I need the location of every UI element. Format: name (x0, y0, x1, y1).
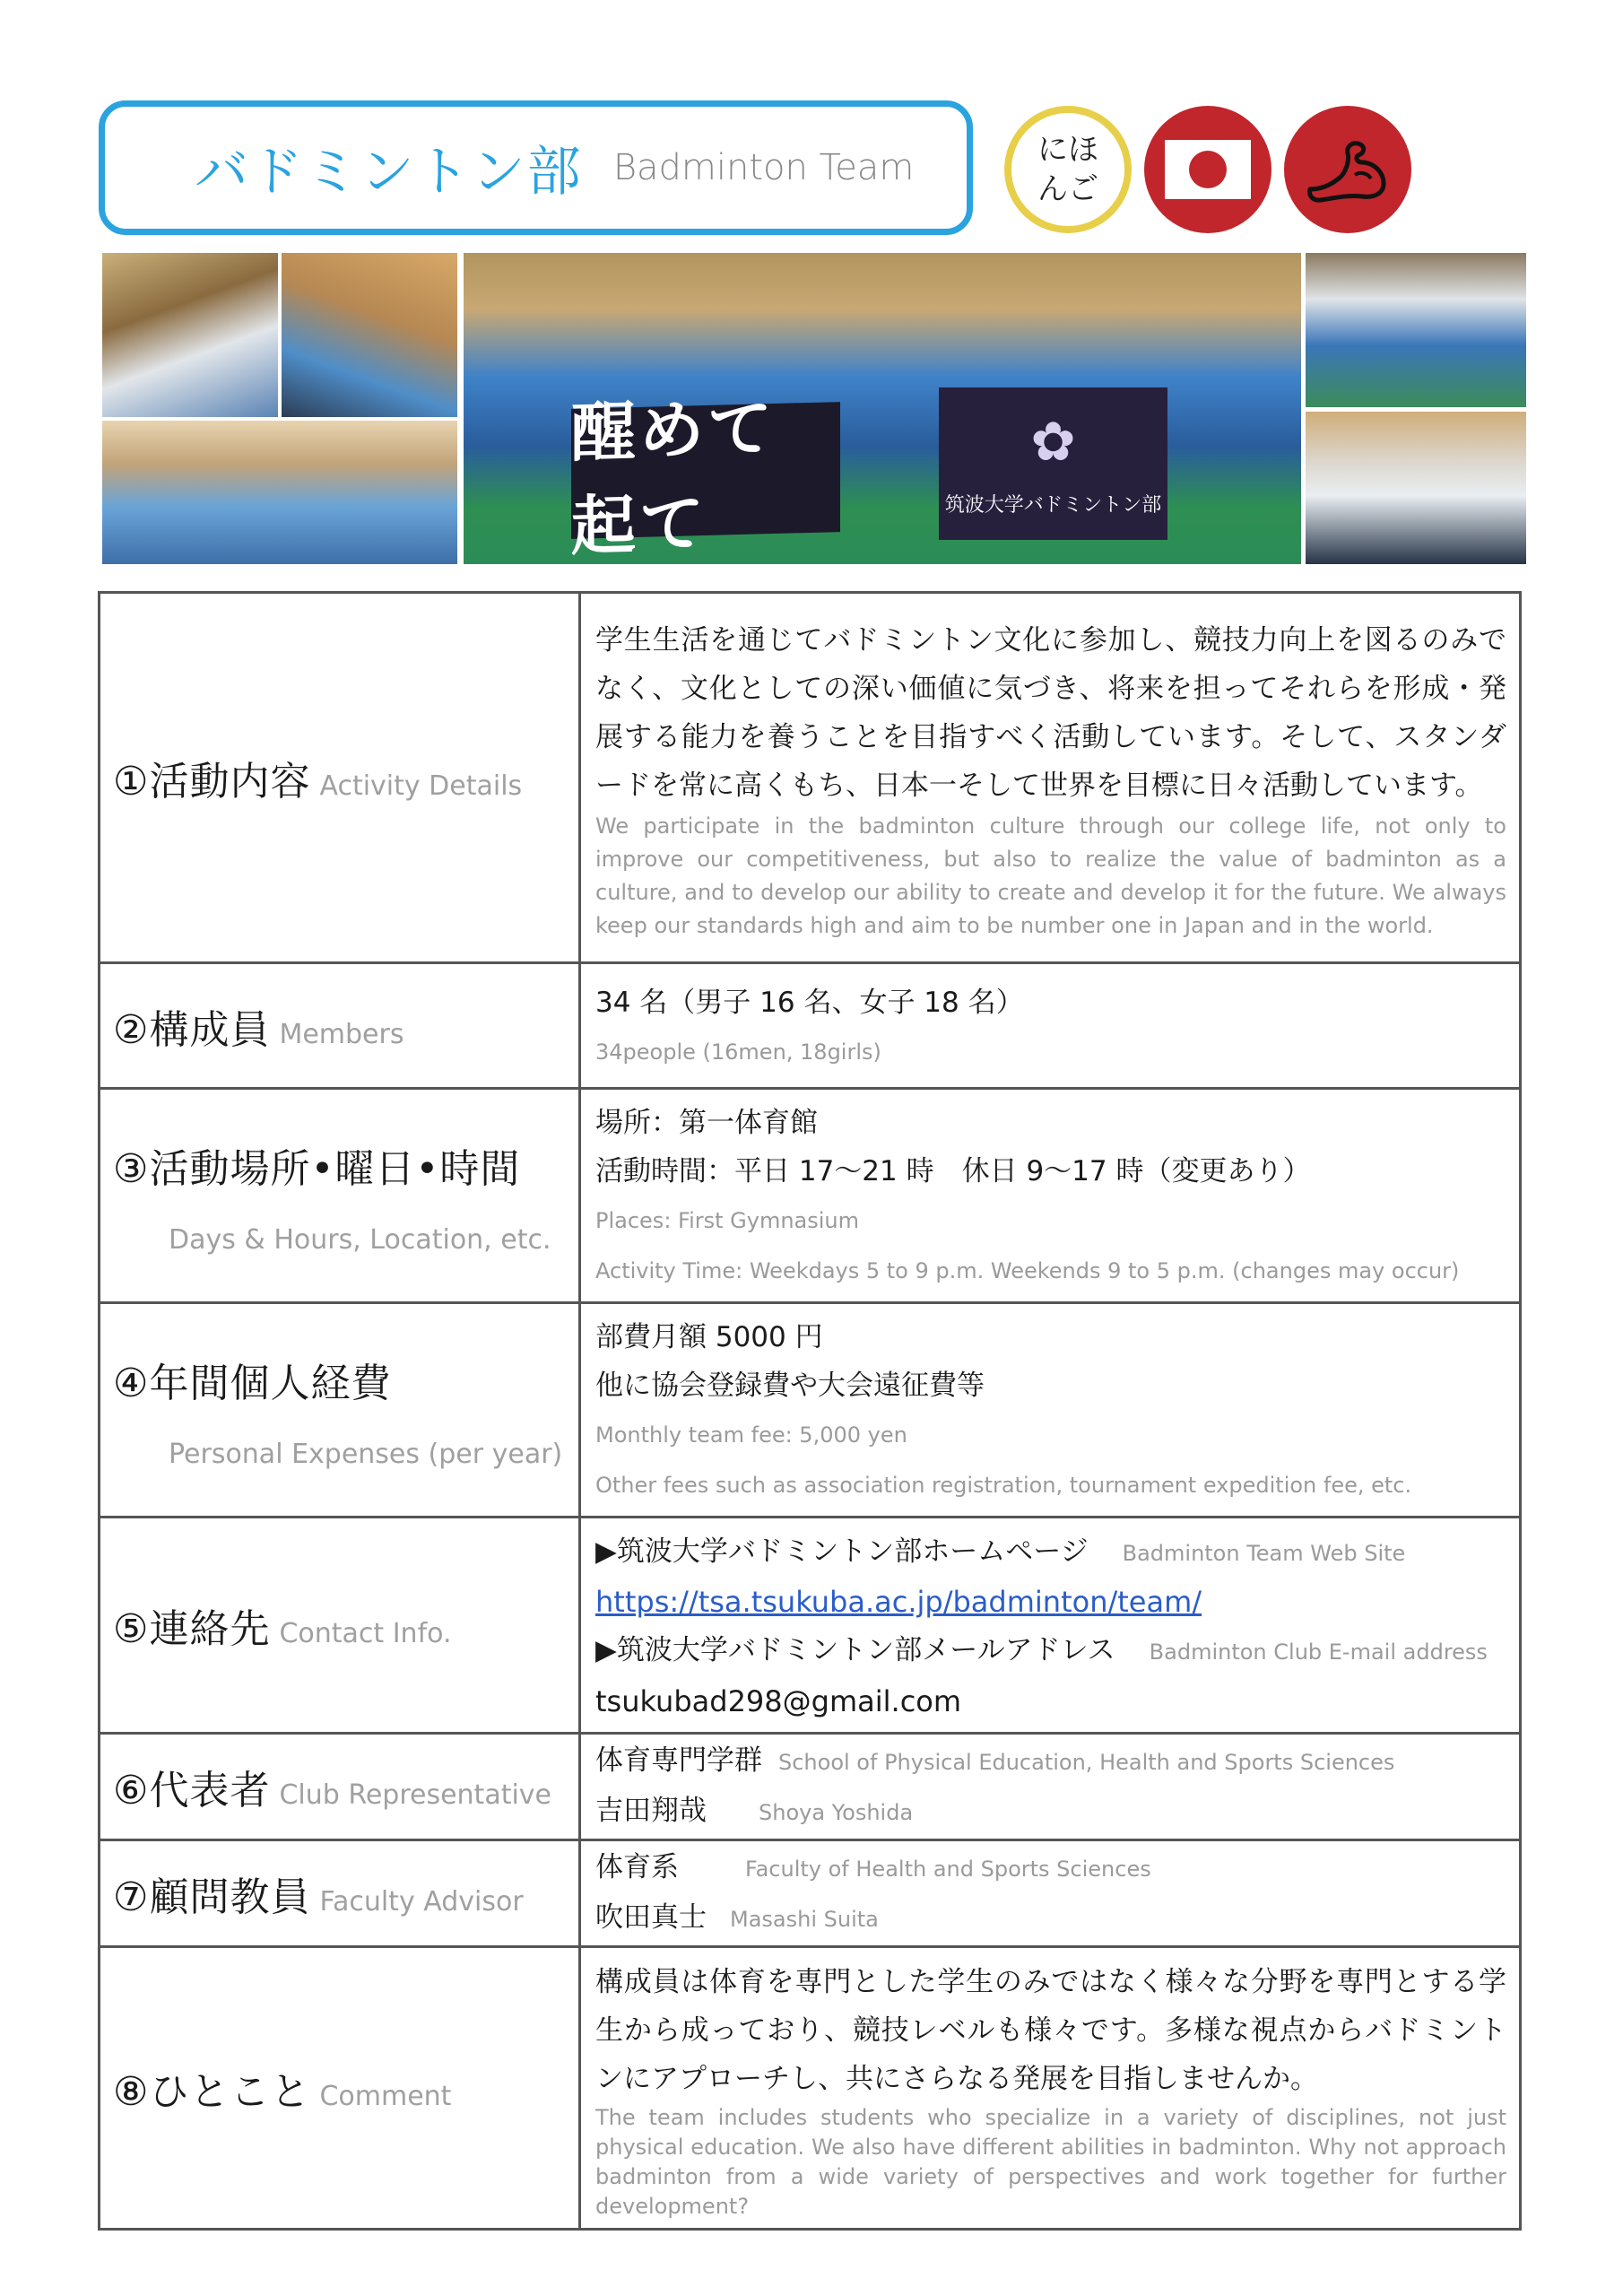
content-advisor (580, 1840, 1521, 1947)
row-comment (100, 1947, 1521, 2230)
advisor-dept-en: Faculty of Health and Sports Sciences (745, 1857, 1151, 1882)
row-representative (100, 1734, 1521, 1840)
label-advisor: ⑦顧問教員 Faculty Advisor (100, 1840, 580, 1947)
row-activity (100, 593, 1521, 963)
photo-player-serving (282, 253, 457, 417)
content-activity (580, 593, 1521, 963)
content-representative (580, 1734, 1521, 1840)
japan-flag-icon (1144, 106, 1271, 233)
expenses-other-jp: 他に協会登録費や大会遠征費等 (595, 1370, 985, 1402)
members-text-en: 34people (16men, 18girls) (595, 1039, 881, 1065)
contact-email[interactable]: tsukubad298@gmail.com (595, 1684, 962, 1718)
representative-name-en: Shoya Yoshida (759, 1800, 914, 1825)
content-expenses (580, 1303, 1521, 1518)
team-banner-left: 醒めて起て (571, 402, 840, 539)
contact-mail-en: Badminton Club E-mail address (1149, 1639, 1488, 1665)
title-japanese: バドミントン部 (195, 141, 583, 204)
representative-dept-en: School of Physical Education, Health and Sports Sciences (778, 1750, 1395, 1775)
contact-web-jp: ▶筑波大学バドミントン部ホームページ (595, 1535, 1089, 1568)
contact-mail-jp: ▶筑波大学バドミントン部メールアドレス (595, 1634, 1115, 1666)
representative-name-jp: 吉田翔哉 (595, 1795, 707, 1827)
photo-players-rally (102, 421, 457, 564)
representative-dept-jp: 体育専門学群 (595, 1744, 762, 1777)
content-members (580, 963, 1521, 1089)
location-place-en: Places: First Gymnasium (595, 1208, 860, 1233)
activity-text-jp: 学生生活を通じてバドミントン文化に参加し、競技力向上を図るのみでなく、文化としての深い価値に気づき、将来を担ってそれらを形成・発展する能力を養うことを目指すべく活動しています。そして、スタンダードを常に高くもち、日本一そして世界を目標に日々活動しています。 (595, 624, 1506, 802)
label-members: ②構成員 Members (100, 963, 580, 1089)
location-hours-jp: 活動時間：平日 17～21 時 休日 9～17 時（変更あり） (595, 1155, 1311, 1187)
label-contact: ⑤連絡先 Contact Info. (100, 1518, 580, 1734)
expenses-fee-jp: 部費月額 5000 円 (595, 1321, 823, 1353)
flexed-arm-icon (1284, 106, 1411, 233)
title-english: Badminton Team (612, 147, 915, 188)
advisor-dept-jp: 体育系 (595, 1851, 679, 1883)
photo-player-coaching (102, 253, 278, 417)
label-representative: ⑥代表者 Club Representative (100, 1734, 580, 1840)
advisor-name-jp: 吹田真士 (595, 1901, 707, 1934)
content-comment (580, 1947, 1521, 2230)
photo-team-group (464, 253, 1301, 564)
contact-web-en: Badminton Team Web Site (1122, 1541, 1406, 1566)
row-members (100, 963, 1521, 1089)
comment-text-en: The team includes students who specialize in a variety of disciplines, not just physical education. We also have different abilities in badminton. Why not approach badminton from a wide variety of perspectives and work together for further development? (595, 2105, 1506, 2219)
advisor-name-en: Masashi Suita (730, 1907, 879, 1932)
crest-icon: ✿ (1030, 410, 1076, 474)
content-location (580, 1089, 1521, 1303)
content-contact (580, 1518, 1521, 1734)
photo-players-match (1306, 412, 1526, 564)
photo-player-smash (1306, 253, 1526, 407)
label-comment: ⑧ひとこと Comment (100, 1947, 580, 2230)
club-info-table (98, 591, 1522, 2231)
row-contact (100, 1518, 1521, 1734)
row-expenses (100, 1303, 1521, 1518)
row-advisor (100, 1840, 1521, 1947)
label-activity: ①活動内容 Activity Details (100, 593, 580, 963)
activity-text-en: We participate in the badminton culture through our college life, not only to improve our competitiveness, but also to realize the value of badminton as a culture, and to develop our ability to create and develop it for the future. We always keep our standards high and aim to be number one in Japan and in the world. (595, 813, 1506, 938)
comment-text-jp: 構成員は体育を専門とした学生のみではなく様々な分野を専門とする学生から成っており、競技レベルも様々です。多様な視点からバドミントンにアプローチし、共にさらなる発展を目指しませんか。 (595, 1966, 1506, 2095)
label-expenses: ④年間個人経費 Personal Expenses (per year) (100, 1303, 580, 1518)
nihongo-badge-icon (1004, 106, 1132, 233)
expenses-other-en: Other fees such as association registration, tournament expedition fee, etc. (595, 1473, 1412, 1498)
members-text-jp: 34 名（男子 16 名、女子 18 名） (595, 986, 1024, 1019)
team-website-link[interactable]: https://tsa.tsukuba.ac.jp/badminton/team/ (595, 1585, 1202, 1619)
expenses-fee-en: Monthly team fee: 5,000 yen (595, 1422, 907, 1448)
location-hours-en: Activity Time: Weekdays 5 to 9 p.m. Weekends 9 to 5 p.m. (changes may occur) (595, 1258, 1460, 1283)
label-location: ③活動場所•曜日•時間 Days & Hours, Location, etc. (100, 1089, 580, 1303)
location-place-jp: 場所：第一体育館 (595, 1107, 818, 1139)
title-box (99, 100, 973, 235)
nihongo-badge-label: にほんご (1037, 132, 1098, 207)
team-banner-right: ✿ 筑波大学バドミントン部 (939, 387, 1167, 540)
row-location (100, 1089, 1521, 1303)
